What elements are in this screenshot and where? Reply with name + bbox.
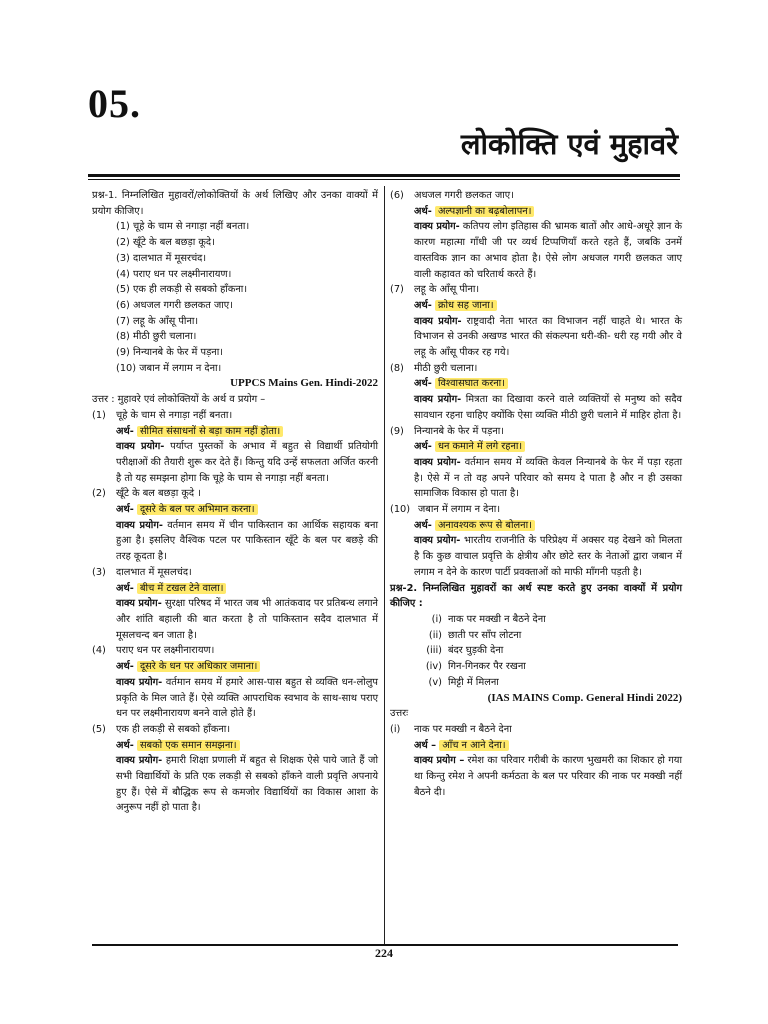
item-number: (2) [92, 488, 106, 500]
usage-label: वाक्य प्रयोग- [414, 394, 462, 406]
source-citation: (IAS MAINS Comp. General Hindi 2022) [487, 691, 682, 704]
item-number: (8) [390, 362, 404, 374]
source-citation: UPPCS Mains Gen. Hindi-2022 [230, 377, 378, 390]
answer-item [390, 502, 682, 581]
page-number: 224 [375, 946, 393, 960]
list-item: (6) अधजल गगरी छलकत जाए। [116, 299, 233, 311]
meaning-label: अर्थ- [414, 378, 432, 390]
question-2-list [390, 612, 682, 691]
usage-label: वाक्य प्रयोग- [414, 315, 462, 327]
usage-label: वाक्य प्रयोग – [414, 755, 465, 767]
item-title: निन्यानबे के फेर में पड़ना। [414, 425, 505, 437]
meaning-label: अर्थ- [116, 425, 134, 437]
column-divider [384, 186, 385, 946]
usage-text: वर्तमान समय में चीन पाकिस्तान का आर्थिक सहायक बना हुआ है। इसलिए वैश्विक पटल पर पाकिस्तान खूँटे के बल पर बछड़े की तरह कूदता है। [116, 519, 378, 563]
answer-intro: उत्तर : मुहावरे एवं लोकोक्तियों के अर्थ व प्रयोग – [92, 394, 266, 406]
item-number: (4) [92, 645, 106, 657]
answer-item [92, 486, 378, 565]
meaning-highlight: अल्पज्ञानी का बढ़बोलापन। [435, 206, 534, 217]
meaning-label: अर्थ- [414, 299, 432, 311]
left-column [92, 188, 378, 816]
meaning-highlight: धन कमाने में लगे रहना। [435, 441, 525, 452]
usage-text: हमारी शिक्षा प्रणाली में बहुत से शिक्षक ऐसे पाये जाते हैं जो सभी विद्यार्थियों के प्रति एक लकड़ी से सबको हाँकने वाली प्रवृत्ति अपनाये हुए हैं। ऐसे में बौद्धिक रूप से कमजोर विद्यार्थियों का विकास आशा के अनुरूप नहीं हो पाता है। [116, 755, 378, 814]
meaning-highlight: अनावश्यक रूप से बोलना। [435, 520, 535, 531]
right-column [390, 188, 682, 800]
answer-item [390, 282, 682, 361]
answer-item [390, 722, 682, 801]
usage-label: वाक्य प्रयोग- [414, 456, 461, 468]
item-title: नाक पर मक्खी न बैठने देना [414, 723, 512, 735]
item-title: लहू के आँसू पीना। [414, 284, 480, 296]
item-number: (5) [92, 723, 106, 735]
meaning-highlight: विश्वासघात करना। [435, 378, 508, 389]
usage-label: वाक्य प्रयोग- [116, 441, 165, 453]
meaning-highlight: सीमित संसाधनों से बड़ा काम नहीं होता। [137, 426, 283, 437]
usage-label: वाक्य प्रयोग- [116, 676, 163, 688]
usage-text: वर्तमान समय में हमारे आस-पास बहुत से व्यक्ति धन-लोलुप प्रकृति के मिल जाते हैं। ऐसे व्यक्ति आपराधिक स्वभाव के साथ-साथ पराए धन पर लक्ष्मीनारायण बनने वाले होते हैं। [116, 676, 378, 720]
meaning-label: अर्थ- [414, 205, 432, 217]
list-item: (iii) बंदर घुड़की देना [426, 645, 504, 657]
item-number: (1) [92, 409, 106, 421]
item-number: (3) [92, 566, 106, 578]
item-title: खूँटे के बल बछड़ा कूदे । [116, 488, 201, 500]
item-title: दालभात में मूसलचंद। [116, 566, 192, 578]
meaning-label: अर्थ- [116, 582, 134, 594]
meaning-label: अर्थ- [116, 504, 134, 516]
meaning-highlight: दूसरे के धन पर अधिकार जमाना। [137, 661, 260, 672]
item-title: चूहे के चाम से नगाड़ा नहीं बनता। [116, 409, 233, 421]
list-item: (iv) गिन-गिनकर पैर रखना [425, 661, 526, 673]
usage-text: वर्तमान समय में व्यक्ति केवल निन्यानबे के फेर में पड़ा रहता है। ऐसे में न तो वह अपने परिवार को समय दे पाता है और न ही उसका सामाजिक विकास हो पाता है। [414, 456, 683, 500]
meaning-label: अर्थ- [414, 519, 432, 531]
question-1-list [92, 219, 378, 376]
item-number: (6) [390, 190, 404, 201]
meaning-label: अर्थ- [414, 441, 432, 453]
usage-text: सुरक्षा परिषद में भारत जब भी आतंकवाद पर प्रतिबन्ध लगाने और शांति बहाली की बात करता है तो पाकिस्तान सदैव दालभात में मूसलचन्द बन जाता है। [116, 598, 378, 641]
list-item: (i) नाक पर मक्खी न बैठने देना [431, 613, 546, 625]
item-title: पराए धन पर लक्ष्मीनारायण। [116, 645, 215, 657]
list-item: (8) मीठी छुरी चलाना। [116, 331, 197, 343]
list-item: (1) चूहे के चाम से नगाड़ा नहीं बनता। [116, 221, 250, 233]
answer-item [92, 722, 378, 816]
usage-text: रमेश का परिवार गरीबी के कारण भुखमरी का शिकार हो गया था किन्तु रमेश ने अपनी कर्मठता के बल पर परिवार की नाक पर मक्खी नहीं बैठने दी। [414, 755, 682, 798]
usage-text: कतिपय लोग इतिहास की भ्रामक बातों और आधे-अधूरे ज्ञान के कारण महात्मा गाँधी जी पर व्यर्थ टिप्पणियाँ करते रहते हैं, जबकि उनमें वास्तविक ज्ञान का अभाव होता है। ऐसे लोग अधजल गगरी छलकत जाए वाली कहावत को चरितार्थ करते हैं। [414, 221, 682, 280]
answer-item [390, 188, 682, 282]
item-number: (i) [390, 723, 401, 735]
item-title: एक ही लकड़ी से सबको हाँकना। [116, 723, 231, 735]
meaning-highlight: क्रोध सह जाना। [435, 300, 497, 311]
meaning-label: अर्थ- [116, 739, 134, 751]
item-number: (9) [390, 425, 404, 437]
usage-label: वाक्य प्रयोग- [116, 519, 163, 531]
list-item: (v) मिट्टी में मिलना [428, 676, 499, 688]
meaning-label: अर्थ – [414, 739, 437, 751]
header-rule-top [88, 174, 680, 177]
question-2-intro: प्रश्न-2. निम्नलिखित मुहावरों का अर्थ स्पष्ट करते हुए उनका वाक्यों में प्रयोग कीजिए : [390, 582, 682, 610]
usage-text: पर्याप्त पुस्तकों के अभाव में बहुत से विद्यार्थी प्रतियोगी परीक्षाओं की तैयारी शुरू कर देते हैं। किन्तु यदि उन्हें सफलता अर्जित करनी है तो यह समझना होगा कि चूहे के चाम से नगाड़ा नहीं बनता। [116, 441, 378, 484]
item-title: मीठी छुरी चलाना। [414, 362, 478, 374]
usage-label: वाक्य प्रयोग- [414, 535, 461, 547]
usage-text: भारतीय राजनीति के परिप्रेक्ष्य में अक्सर यह देखने को मिलता है कि कुछ वाचाल प्रवृत्ति के क्षेत्रीय और छोटे स्तर के नेताओं द्वारा जबान में लगाम न देने के कारण पार्टी प्रवक्ताओं को माफी माँगनी पड़ती है। [414, 535, 682, 578]
item-title: अधजल गगरी छलकत जाए। [414, 190, 514, 201]
answer-item [92, 408, 378, 487]
answer-item [390, 424, 682, 503]
chapter-title: लोकोक्ति एवं मुहावरे [460, 127, 678, 161]
answer-label: उत्तरः [390, 708, 409, 720]
answer-item [390, 361, 682, 424]
header-rule-bottom [88, 179, 680, 180]
usage-label: वाक्य प्रयोग- [414, 221, 460, 233]
chapter-number: 05. [88, 81, 141, 126]
list-item: (2) खूँटे के बल बछड़ा कूदे। [116, 237, 215, 249]
usage-label: वाक्य प्रयोग- [116, 598, 162, 610]
meaning-label: अर्थ- [116, 661, 134, 673]
list-item: (5) एक ही लकड़ी से सबको हाँकना। [116, 284, 248, 296]
list-item: (3) दालभात में मूसरचंद। [116, 252, 207, 264]
answer-item [92, 643, 378, 722]
list-item: (ii) छाती पर साँप लोटना [428, 629, 522, 641]
usage-label: वाक्य प्रयोग- [116, 755, 163, 767]
question-1-intro: प्रश्न-1. निम्नलिखित मुहावरों/लोकोक्तियों के अर्थ लिखिए और उनका वाक्यों में प्रयोग कीजिए। [92, 190, 378, 217]
item-title: जबान में लगाम न देना। [418, 504, 501, 516]
meaning-highlight: बीच में टखल टेने वाला। [137, 583, 227, 594]
usage-text: राष्ट्रवादी नेता भारत का विभाजन नहीं चाहते थे। भारत के विभाजन से उनकी अखण्ड भारत की संकल्पना धरी-की- धरी रह गयी और वे लहू के आँसू पीकर रह गये। [414, 315, 682, 359]
answer-item [92, 565, 378, 644]
meaning-highlight: आँच न आने देना। [439, 740, 508, 751]
list-item: (9) निन्यानबे के फेर में पड़ना। [116, 347, 223, 359]
usage-text: मित्रता का दिखावा करने वाले व्यक्तियों से मनुष्य को सदैव सावधान रहना चाहिए क्योंकि ऐसा व्यक्ति मीठी छुरी चलाने में माहिर होता है। [414, 394, 682, 421]
list-item: (4) पराए धन पर लक्ष्मीनारायण। [116, 268, 232, 280]
item-number: (7) [390, 284, 404, 296]
list-item: (10) जबान में लगाम न देना। [116, 362, 222, 374]
meaning-highlight: सबको एक समान समझना। [137, 740, 240, 751]
meaning-highlight: दूसरे के बल पर अभिमान करना। [137, 504, 258, 515]
item-number: (10) [390, 504, 411, 516]
list-item: (7) लहू के आँसू पीना। [116, 315, 199, 327]
